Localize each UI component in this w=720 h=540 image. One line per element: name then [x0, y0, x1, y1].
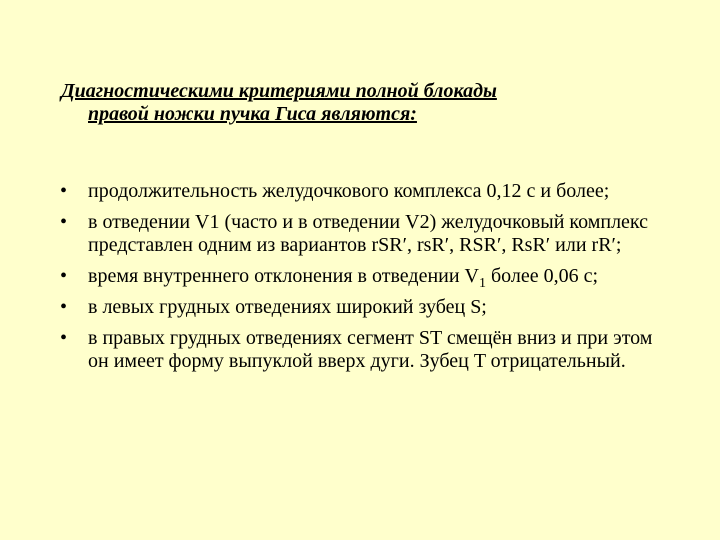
- criteria-item-text: в отведении V1 (часто и в отведении V2) желудочковый комплекс представлен одним из вариантов rSR′, rsR′, RSR′, RsR′ или rR′;: [88, 211, 649, 256]
- criteria-item-subscript: 1: [479, 276, 486, 291]
- criteria-item-text: продолжительность желудочкового комплекса 0,12 с и более;: [88, 180, 610, 202]
- criteria-item: [60, 265, 670, 291]
- heading-line-1: Диагностическими критериями полной блокады: [61, 80, 497, 102]
- criteria-list: [60, 180, 670, 381]
- bullet-icon: •: [60, 327, 68, 349]
- criteria-item-text: в правых грудных отведениях сегмент ST смещён вниз и при этом он имеет форму выпуклой вверх дуги. Зубец T отрицательный.: [88, 327, 653, 372]
- slide-heading: [61, 80, 661, 126]
- criteria-item-text-before: время внутреннего отклонения в отведении V: [88, 265, 479, 287]
- criteria-item: [60, 211, 670, 257]
- criteria-item: [60, 296, 670, 319]
- bullet-icon: •: [60, 180, 68, 202]
- criteria-item: [60, 327, 670, 373]
- criteria-item: [60, 180, 670, 203]
- bullet-icon: •: [60, 265, 68, 287]
- bullet-icon: •: [60, 296, 68, 318]
- heading-line-2: правой ножки пучка Гиса являются:: [88, 103, 417, 125]
- bullet-icon: •: [60, 211, 68, 233]
- criteria-item-text: в левых грудных отведениях широкий зубец S;: [88, 296, 487, 318]
- criteria-item-text-after: более 0,06 с;: [486, 265, 599, 287]
